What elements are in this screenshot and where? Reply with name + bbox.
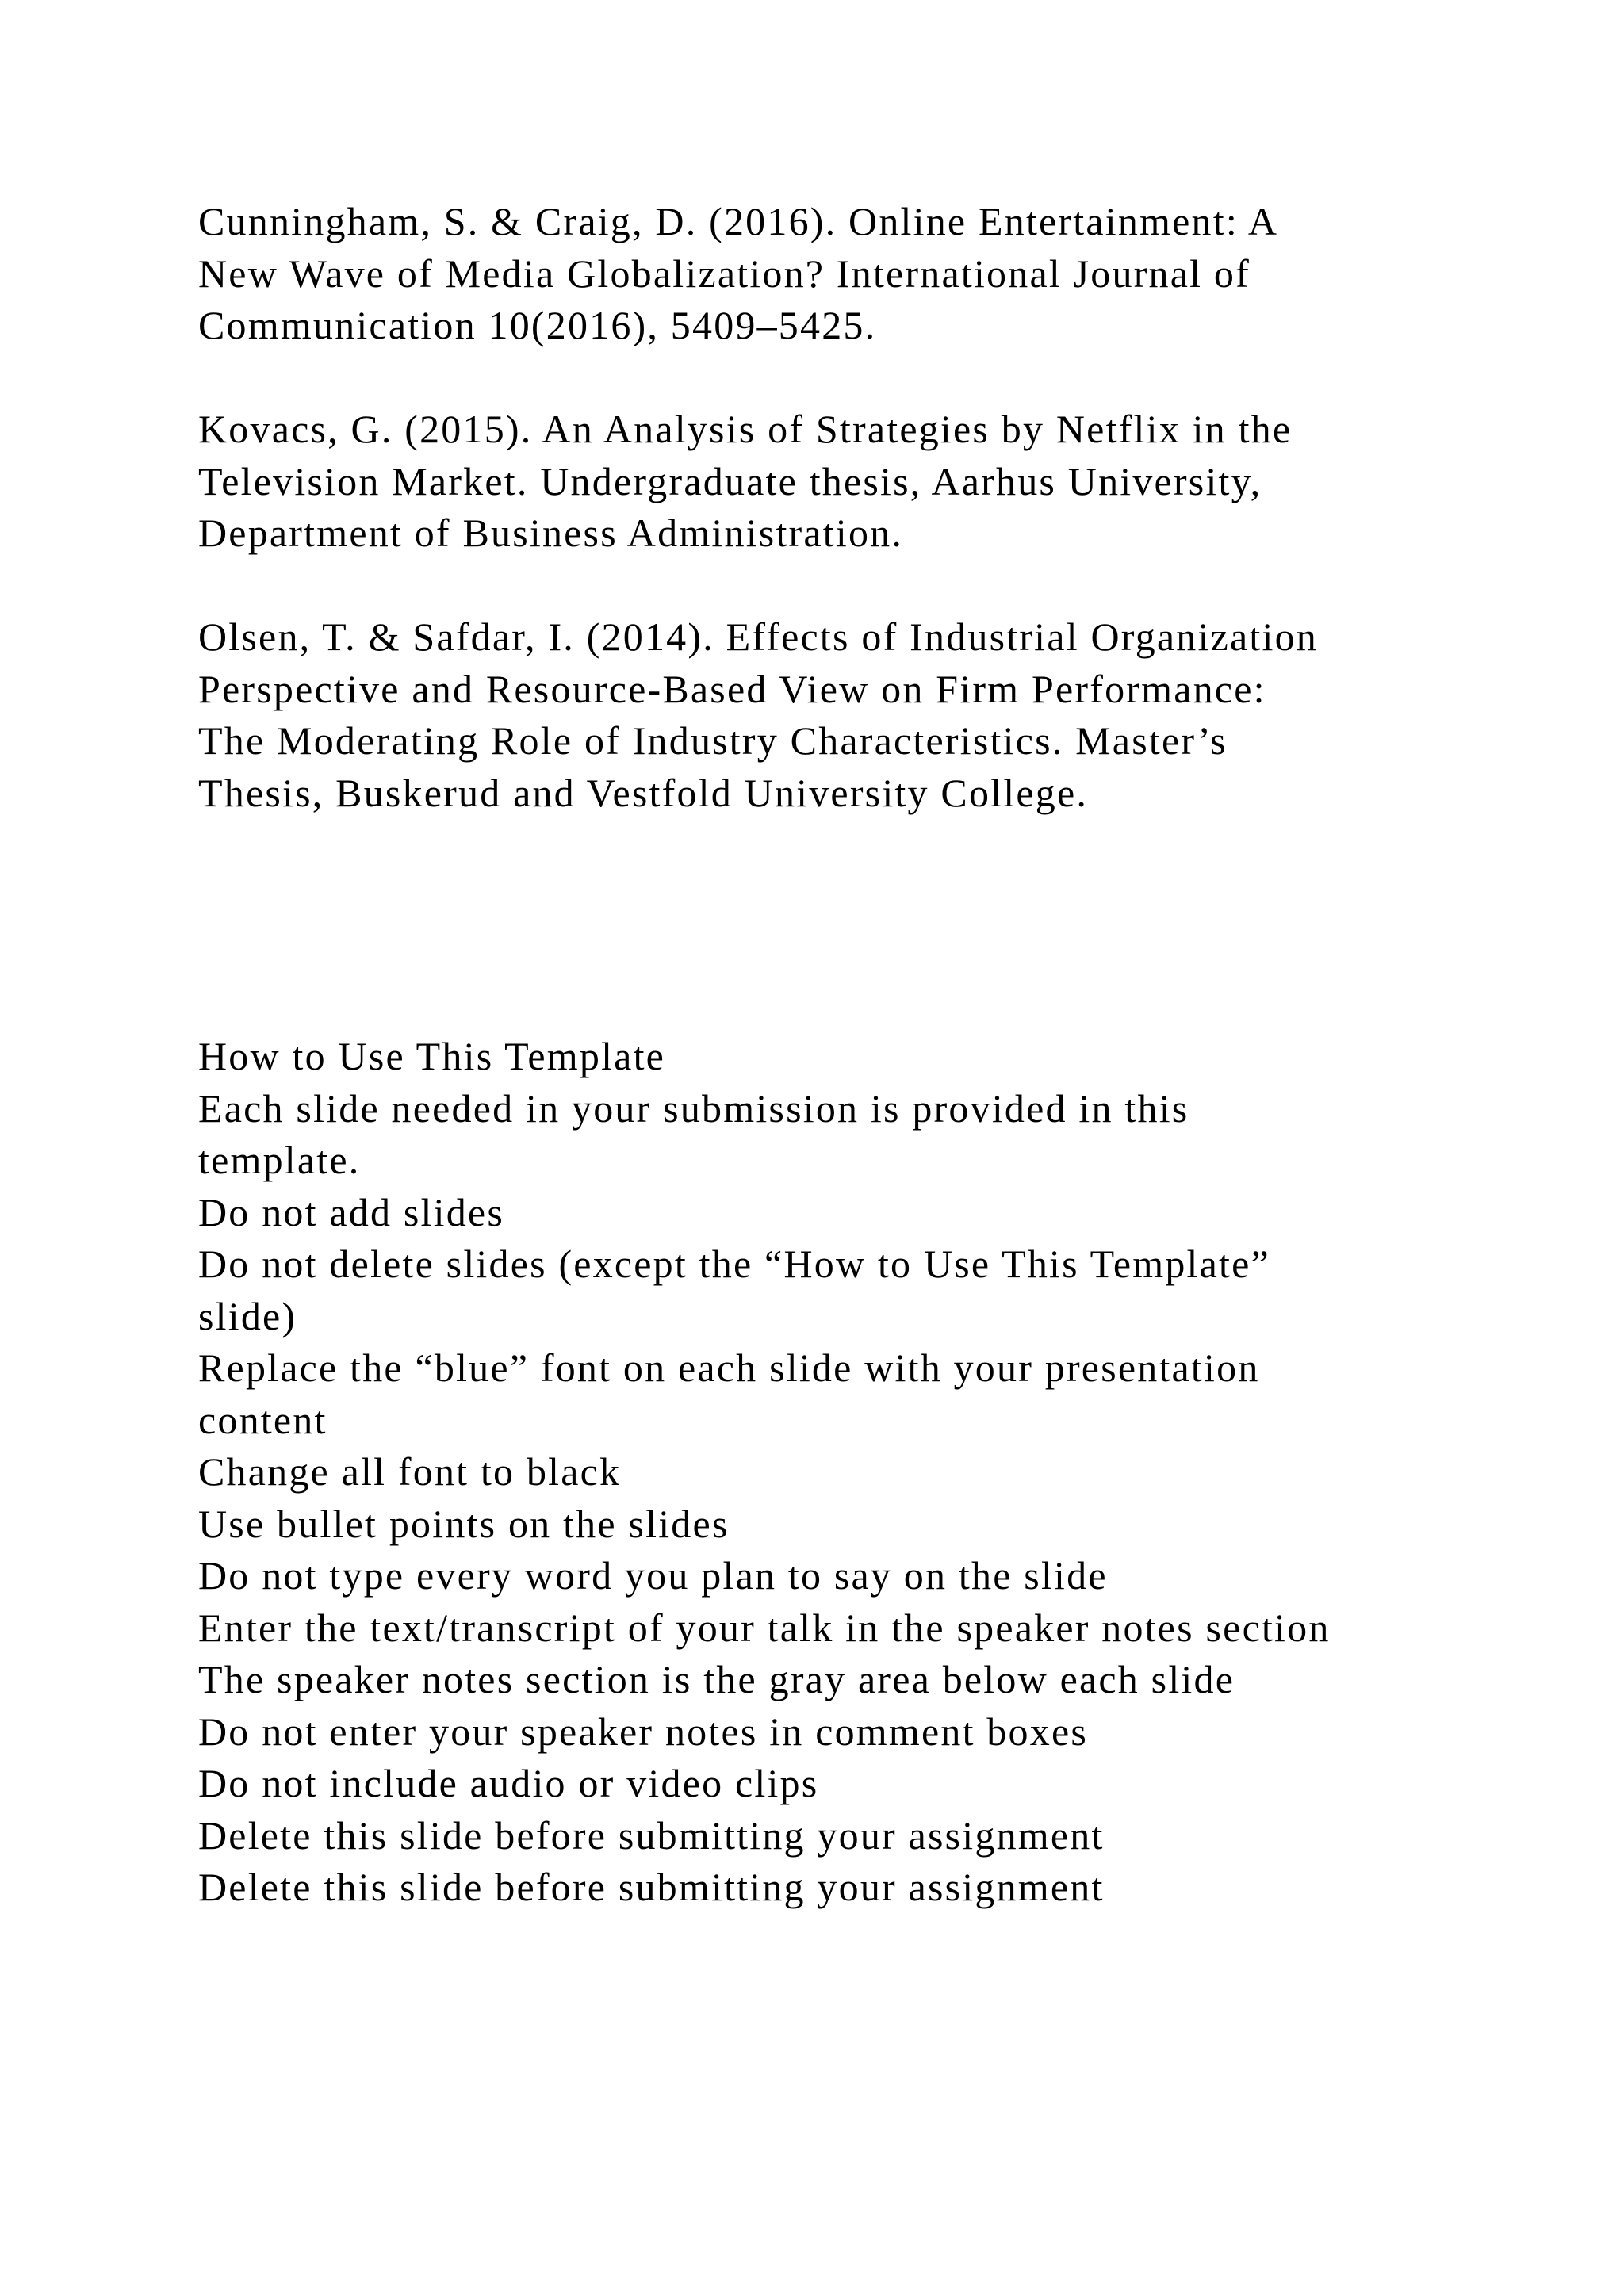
instruction-line: Enter the text/transcript of your talk in the speaker notes section	[198, 1605, 1331, 1650]
reference-line: Department of Business Administration.	[198, 511, 904, 555]
reference-line: Thesis, Buskerud and Vestfold University College.	[198, 770, 1089, 815]
instruction-line: Do not type every word you plan to say on the slide	[198, 1553, 1108, 1598]
instruction-line: slide)	[198, 1293, 297, 1338]
instruction-line: content	[198, 1397, 327, 1442]
template-title: How to Use This Template	[198, 1034, 666, 1078]
reference-entry	[198, 611, 1499, 819]
reference-line: Communication 10(2016), 5409–5425.	[198, 303, 877, 347]
reference-line: Cunningham, S. & Craig, D. (2016). Online Entertainment: A	[198, 199, 1279, 243]
instruction-line: Use bullet points on the slides	[198, 1501, 730, 1546]
reference-line: The Moderating Role of Industry Characteristics. Master’s	[198, 718, 1228, 763]
reference-entry	[198, 196, 1499, 352]
reference-entry	[198, 404, 1499, 560]
instruction-line: Delete this slide before submitting your assignment	[198, 1812, 1105, 1858]
instruction-line: Delete this slide before submitting your assignment	[198, 1865, 1105, 1909]
instruction-line: Do not add slides	[198, 1189, 504, 1234]
reference-line: Olsen, T. & Safdar, I. (2014). Effects of Industrial Organization	[198, 614, 1318, 659]
instruction-line: The speaker notes section is the gray area below each slide	[198, 1657, 1235, 1701]
instruction-line: Replace the “blue” font on each slide with your presentation	[198, 1345, 1260, 1390]
instruction-line: Each slide needed in your submission is provided in this	[198, 1085, 1189, 1131]
instruction-line: template.	[198, 1138, 361, 1182]
instruction-line: Do not enter your speaker notes in comment boxes	[198, 1709, 1089, 1754]
instruction-line: Change all font to black	[198, 1449, 622, 1494]
instruction-line: Do not delete slides (except the “How to Use This Template”	[198, 1242, 1270, 1286]
template-instructions-section	[198, 1031, 1499, 1914]
references-section	[198, 196, 1499, 819]
reference-line: Kovacs, G. (2015). An Analysis of Strategies by Netflix in the	[198, 407, 1293, 451]
reference-line: New Wave of Media Globalization? International Journal of	[198, 251, 1251, 296]
reference-line: Perspective and Resource-Based View on Firm Performance:	[198, 666, 1266, 711]
reference-line: Television Market. Undergraduate thesis, Aarhus University,	[198, 458, 1262, 503]
instruction-line: Do not include audio or video clips	[198, 1761, 819, 1805]
